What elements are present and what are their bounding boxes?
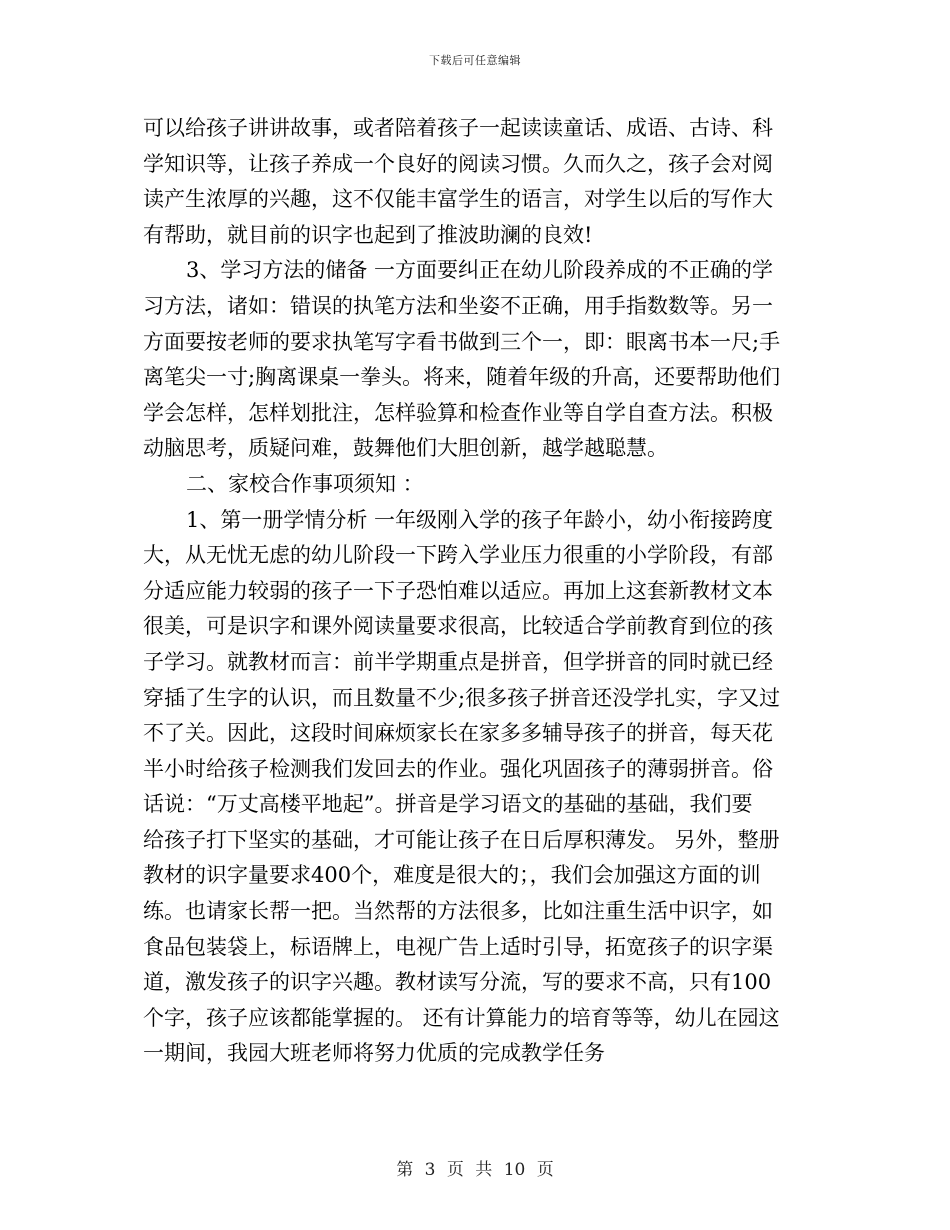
text-line: 学会怎样，怎样划批注，怎样验算和检查作业等自学自查方法。积极: [143, 400, 773, 425]
text-line: 穿插了生字的认识，而且数量不少;很多孩子拼音还没学扎实，字又过: [143, 685, 781, 710]
text-line: 教材的识字量要求400个，难度是很大的；，我们会加强这方面的训: [143, 863, 761, 888]
text-line: 分适应能力较弱的孩子一下子恐怕难以适应。再加上这套新教材文本: [143, 578, 773, 603]
text-line: 子学习。就教材而言：前半学期重点是拼音，但学拼音的同时就已经: [143, 649, 773, 674]
section-heading-learning-analysis: 1、第一册学情分析 一年级刚入学的孩子年龄小，幼小衔接跨度: [186, 507, 774, 532]
text-line: 学知识等，让孩子养成一个良好的阅读习惯。久而久之，孩子会对阅: [143, 151, 773, 176]
text-line: 话说：“万丈高楼平地起”。拼音是学习语文的基础的基础，我们要: [143, 792, 753, 817]
text-line: 习方法，诸如：错误的执笔方法和坐姿不正确，用手指数数等。另一: [143, 293, 773, 318]
text-line: 一期间，我园大班老师将努力优质的完成教学任务: [143, 1041, 605, 1066]
text-line: 练。也请家长帮一把。当然帮的方法很多，比如注重生活中识字，如: [143, 899, 773, 924]
document-body: [143, 111, 805, 1108]
text-line: 个字，孩子应该都能掌握的。 还有计算能力的培育等等，幼儿在园这: [143, 1005, 780, 1030]
text-line: 动脑思考，质疑问难，鼓舞他们大胆创新，越学越聪慧。: [143, 436, 668, 461]
section-heading-home-school: 二、家校合作事项须知 ：: [186, 471, 424, 496]
text-line: 方面要按老师的要求执笔写字看书做到三个一，即：眼离书本一尺;手: [143, 329, 781, 354]
text-line: 给孩子打下坚实的基础，才可能让孩子在日后厚积薄发。 另外，整册: [143, 827, 780, 852]
text-line: [143, 1072, 805, 1108]
text-line: 可以给孩子讲讲故事，或者陪着孩子一起读读童话、成语、古诗、科: [143, 116, 773, 140]
section-heading-study-methods: 3、学习方法的储备 一方面要纠正在幼儿阶段养成的不正确的学: [186, 258, 774, 283]
page-footer: 第 3 页 共 10 页: [396, 1160, 554, 1180]
text-line: 道，激发孩子的识字兴趣。教材读写分流，写的要求不高，只有100: [143, 970, 772, 995]
text-line: 半小时给孩子检测我们发回去的作业。强化巩固孩子的薄弱拼音。俗: [143, 756, 773, 781]
text-line: 食品包装袋上，标语牌上，电视广告上适时引导，拓宽孩子的识字渠: [143, 934, 773, 959]
text-line: 不了关。因此，这段时间麻烦家长在家多多辅导孩子的拼音，每天花: [143, 721, 773, 746]
text-line: 很美，可是识字和课外阅读量要求很高，比较适合学前教育到位的孩: [143, 614, 773, 639]
text-line: 大，从无忧无虑的幼儿阶段一下跨入学业压力很重的小学阶段，有部: [143, 543, 773, 568]
text-line: 读产生浓厚的兴趣，这不仅能丰富学生的语言，对学生以后的写作大: [143, 187, 773, 212]
page-header: 下载后可任意编辑: [429, 54, 521, 67]
text-line: 有帮助，就目前的识字也起到了推波助澜的良效!: [143, 222, 593, 247]
text-line: 离笔尖一寸;胸离课桌一拳头。将来，随着年级的升高，还要帮助他们: [143, 365, 781, 390]
